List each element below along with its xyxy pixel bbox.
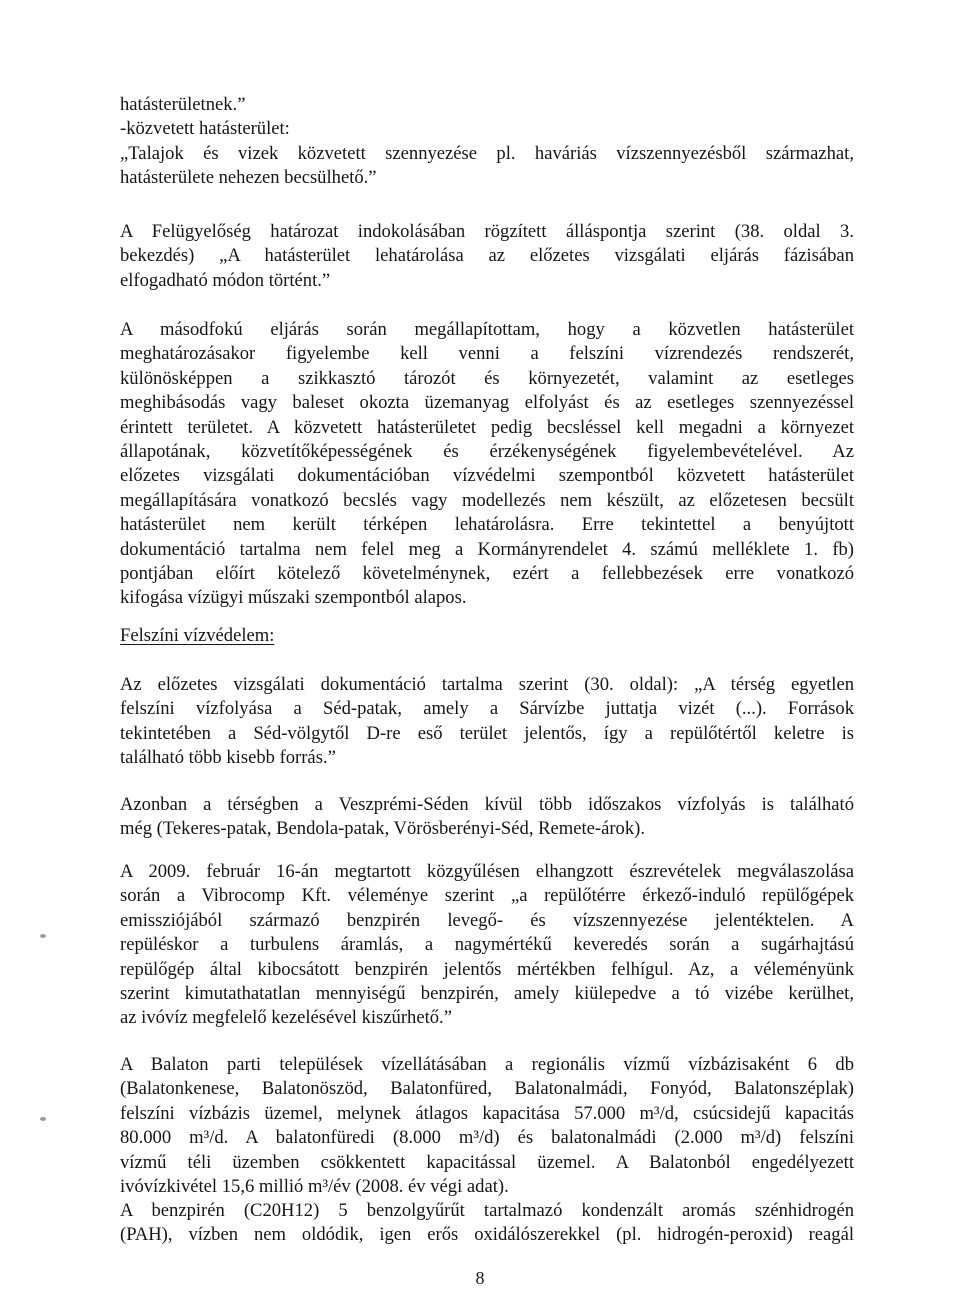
text-line: az ivóvíz megfelelő kezelésével kiszűrhető.”: [120, 1007, 452, 1029]
page-number: 8: [475, 1268, 485, 1288]
text-line: „Talajok és vizek közvetett szennyezése pl. haváriás vízszennyezésből származhat,: [120, 142, 854, 164]
text-line: hatásterület nem került térképen lehatárolásra. Erre tekintettel a benyújtott: [120, 514, 854, 536]
text-line: kifogása vízügyi műszaki szempontból alapos.: [120, 587, 467, 609]
text-line: felszíni vízbázis üzemel, melynek átlagos kapacitása 57.000 m³/d, csúcsidejű kapacitás: [120, 1102, 854, 1124]
text-line: felszíni vízfolyása a Séd-patak, amely a Sárvízbe juttatja vizét (...). Források: [120, 698, 854, 720]
text-line: A 2009. február 16-án megtartott közgyűlésen elhangzott észrevételek megválaszolása: [120, 861, 854, 882]
text-line: 80.000 m³/d. A balatonfüredi (8.000 m³/d) és balatonalmádi (2.000 m³/d) felszíni: [120, 1127, 854, 1149]
text-line: -közvetett hatásterület:: [120, 118, 290, 140]
text-line: található több kisebb forrás.”: [120, 747, 336, 769]
text-line: A másodfokú eljárás során megállapítottam, hogy a közvetlen hatásterület: [120, 319, 854, 340]
text-line: dokumentáció tartalma nem felel meg a Kormányrendelet 4. számú melléklete 1. fb): [120, 538, 854, 560]
text-line: során a Vibrocomp Kft. véleménye szerint „a repülőtérre érkező-induló repülőgépek: [120, 885, 854, 907]
text-line: még (Tekeres-patak, Bendola-patak, Vörösberényi-Séd, Remete-árok).: [120, 818, 645, 840]
text-line: szerint kimutathatatlan mennyiségű benzpirén, amely kiülepedve a tó vizébe kerülhet,: [120, 983, 854, 1005]
paragraph-benzpiren: [120, 1199, 854, 1248]
text-line: hatásterületnek.”: [120, 94, 246, 115]
text-line: állapotának, közvetítőképességének és érzékenységének figyelembevételével. Az: [120, 441, 854, 463]
text-line: Az előzetes vizsgálati dokumentáció tartalma szerint (30. oldal): „A térség egyetlen: [120, 674, 854, 695]
scan-speck: [40, 934, 46, 938]
text-line: repülőgép által kibocsátott benzpirén jelentős mértékben felhígul. Az, a véleményünk: [120, 958, 854, 980]
text-line: megállapítására vonatkozó becslés vagy modellezés nem készült, az előzetesen becsült: [120, 489, 854, 511]
paragraph-kozgyules: [120, 860, 854, 1031]
text-line: emissziójából származó benzpirén levegő- és vízszennyezése jelentéktelen. A: [120, 909, 854, 931]
section-heading: Felszíni vízvédelem:: [120, 625, 275, 646]
text-line: hatásterülete nehezen becsülhető.”: [120, 167, 377, 189]
text-line: A Balaton parti települések vízellátásában a regionális vízmű vízbázisaként 6 db: [120, 1054, 854, 1075]
text-line: vízmű téli üzemben csökkentett kapacitással üzemel. A Balatonból engedélyezett: [120, 1151, 854, 1173]
text-line: meghatározásakor figyelembe kell venni a felszíni vízrendezés rendszerét,: [120, 343, 854, 365]
paragraph-elozetes: [120, 673, 854, 771]
text-line: tekintetében a Séd-völgytől D-re eső terület jelentős, így a repülőtértől keletre is: [120, 722, 854, 744]
paragraph-felugyeloseg: [120, 220, 854, 293]
text-line: pontjában előírt kötelező követelménynek, ezért a fellebbezések erre vonatkozó: [120, 563, 854, 585]
paragraph-veszpremi-sed: [120, 793, 854, 842]
text-line: Azonban a térségben a Veszprémi-Séden kívül több időszakos vízfolyás is található: [120, 794, 854, 815]
text-line: ivóvízkivétel 15,6 millió m³/év (2008. év végi adat).: [120, 1176, 509, 1198]
text-line: A Felügyelőség határozat indokolásában rögzített álláspontja szerint (38. oldal 3.: [120, 221, 854, 242]
scan-speck: [40, 1117, 46, 1121]
text-line: bekezdés) „A hatásterület lehatárolása az előzetes vizsgálati eljárás fázisában: [120, 245, 854, 267]
text-line: A benzpirén (C20H12) 5 benzolgyűrűt tartalmazó kondenzált aromás szénhidrogén: [120, 1200, 854, 1221]
text-line: repüléskor a turbulens áramlás, a nagymértékű keveredés során a sugárhajtású: [120, 934, 854, 956]
paragraph-masodfoku: [120, 318, 854, 611]
intro-block: [120, 93, 854, 191]
text-line: (Balatonkenese, Balatonöszöd, Balatonfüred, Balatonalmádi, Fonyód, Balatonszéplak): [120, 1078, 854, 1100]
text-line: érintett területet. A közvetett hatásterületet pedig becsléssel kell megadni a környezet: [120, 416, 854, 438]
text-line: meghibásodás vagy baleset okozta üzemanyag elfolyást és az esetleges szennyezéssel: [120, 392, 854, 414]
text-line: előzetes vizsgálati dokumentációban vízvédelmi szempontból közvetett hatásterület: [120, 465, 854, 487]
text-line: különösképpen a szikkasztó tározót és környezetét, valamint az esetleges: [120, 367, 854, 389]
paragraph-balaton: [120, 1053, 854, 1199]
text-line: (PAH), vízben nem oldódik, igen erős oxidálószerekkel (pl. hidrogén-peroxid) reagál: [120, 1224, 854, 1246]
text-line: elfogadható módon történt.”: [120, 269, 331, 291]
